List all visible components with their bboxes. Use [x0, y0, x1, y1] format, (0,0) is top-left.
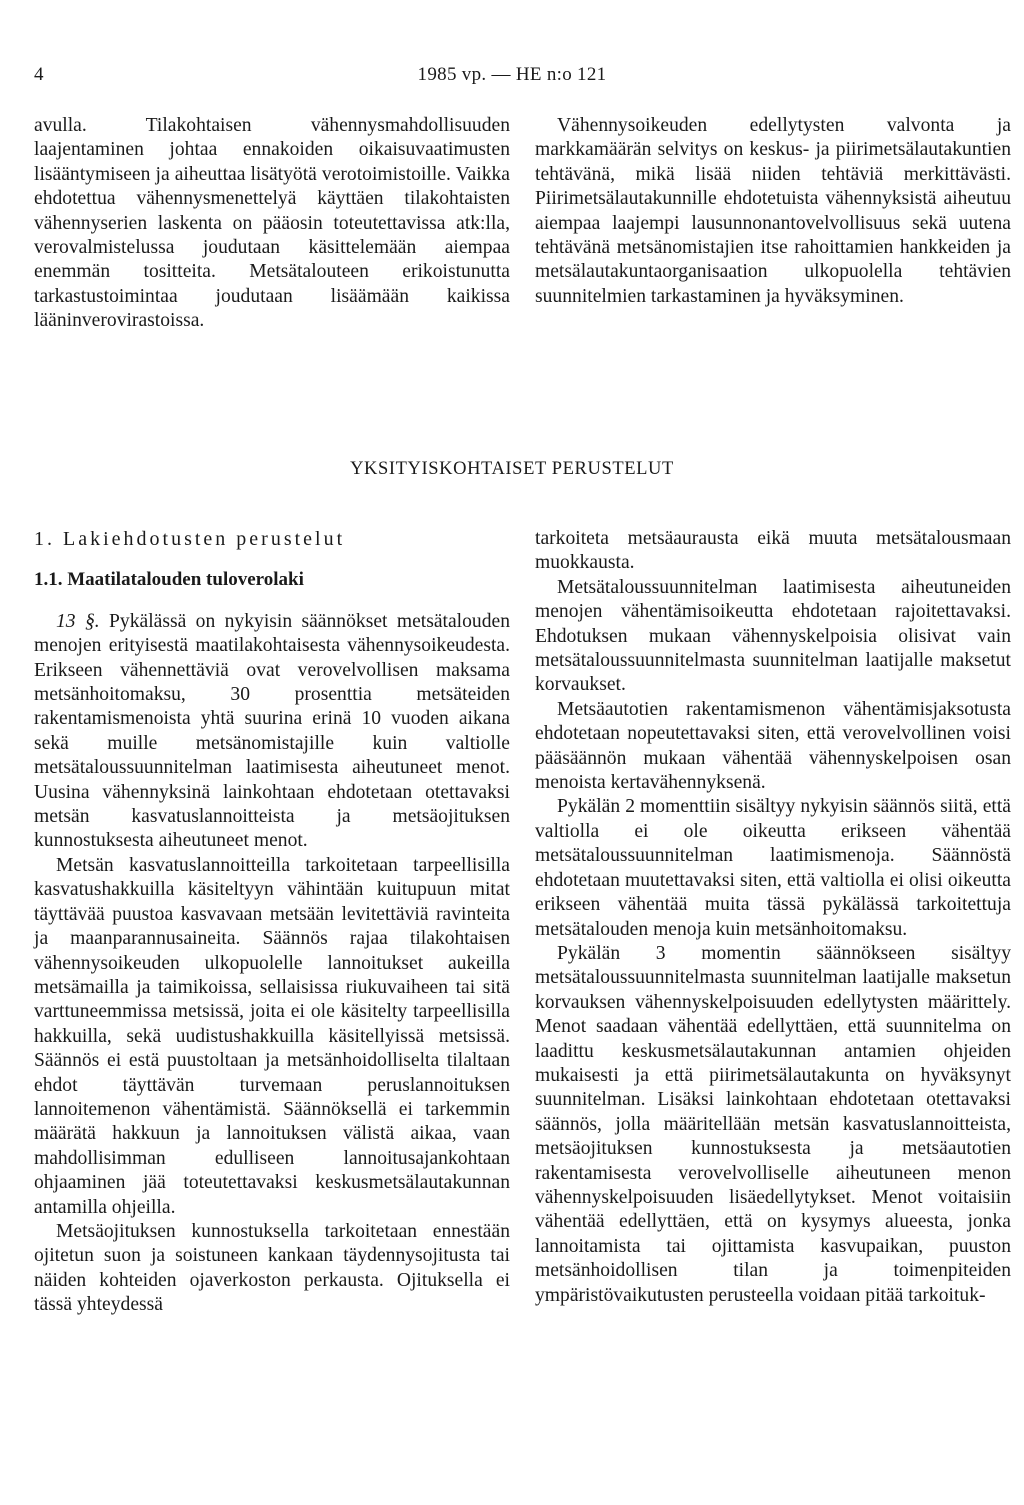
page-number: 4: [34, 64, 44, 85]
body-paragraph: [34, 610, 510, 854]
intro-left-column: [34, 114, 510, 334]
intro-left-paragraph: avulla. Tilakohtaisen vähennysmahdollisuuden laajentaminen johtaa ennakoiden oikaisuvaatimusten lisääntymiseen ja aiheuttaa lisätyötä verotoimistoille. Vaikka ehdotettua vähennysmenettelyä käyttäen tilakohtaisten vähennyserien laskenta on pääosin toteutettavissa atk:lla, verovalmistelussa joudutaan käsittelemään aiempaa enemmän tositteita. Metsätalouteen erikoistunutta tarkastustoimintaa joudutaan lisäämään kaikissa lääninverovirastoissa.: [34, 115, 510, 332]
body-paragraph: Pykälän 2 momenttiin sisältyy nykyisin säännös siitä, että valtiolla ei ole oikeutta erikseen vähentää metsätaloussuunnitelman laatimismenoja. Säännöstä ehdotetaan muutettavaksi siten, että valtiolla ei olisi oikeutta erikseen vähentää muita tässä pykälässä tarkoitettuja metsätalouden menoja kuin metsänhoitomaksu.: [535, 796, 1011, 940]
body-left-column: [34, 527, 510, 1318]
body-paragraph: Metsän kasvatuslannoitteilla tarkoitetaan tarpeellisilla kasvatushakkuilla käsiteltyyn vähintään kuitupuun mitat täyttävää puustoa kasvavaan metsään levitettäviä ravinteita ja maanparannusaineita. Säännös rajaa tilakohtaisen vähennysoikeuden ulkopuolelle lannoitukset aukeilla metsämailla ja taimikoissa, sellaisissa riukuvaiheen tai sitä varttuneemmissa metsissä, joita ei ole käsitelty tarpeellisilla hakkuilla, sekä uudistushakkuilla käsitellyissä metsissä. Säännös ei estä puustoltaan ja metsänhoidolliselta tilaltaan ehdot täyttävän turvemaan peruslannoituksen lannoitemenon vähentämistä. Säännöksellä ei tarkemmin määrätä hakkuun ja lannoituksen välistä aikaa, vaan mahdollisimman edulliseen lannoitusajankohtaan ohjaaminen jää toteutettavaksi keskusmetsälautakunnan antamilla ohjeilla.: [34, 854, 510, 1218]
body-paragraph: Metsäojituksen kunnostuksella tarkoitetaan ennestään ojitetun suon ja soistuneen kankaan täydennysojitusta tai näiden kohteiden ojaverkoston perkausta. Ojituksella ei tässä yhteydessä: [34, 1220, 510, 1316]
body-paragraph: tarkoiteta metsäaurausta eikä muuta metsätalousmaan muokkausta.: [535, 528, 1011, 574]
body-paragraph: Metsätaloussuunnitelman laatimisesta aiheutuneiden menojen vähentämisoikeutta ehdotetaan rajoitettavaksi. Ehdotuksen mukaan vähennyskelpoisia olisivat vain metsätaloussuunnitelmasta suunnitelman laatijalle maksetut korvaukset.: [535, 576, 1011, 696]
running-header: 1985 vp. — HE n:o 121: [417, 64, 607, 85]
chapter-heading: 1. Lakiehdotusten perustelut: [34, 528, 346, 550]
subsection-heading: 1.1. Maatilatalouden tuloverolaki: [34, 569, 304, 591]
intro-right-paragraph: Vähennysoikeuden edellytysten valvonta ja markkamäärän selvitys on keskus- ja piirimetsälautakuntien tehtävänä, mikä lisää niiden tehtäviä merkittävästi. Piirimetsälautakunnille ehdotetuista vähennyksistä aiheutuu aiempaa laajempi lausunnonantovelvollisuus sekä uutena tehtävänä metsänomistajien itse rahoittamien hankkeiden ja metsälautakuntaorganisaation ulkopuolella tehtävien suunnitelmien tarkastaminen ja hyväksyminen.: [535, 115, 1011, 307]
body-paragraph: Pykälän 3 momentin säännökseen sisältyy metsätaloussuunnitelmasta suunnitelman laatijalle maksetun korvauksen vähennyskelpoisuuden edellytysten määrittely. Menot saadaan vähentää edellyttäen, että suunnitelma on laadittu keskusmetsälautakunnan antamien ohjeiden mukaisesti ja että piirimetsälautakunta on hyväksynyt suunnitelman. Lisäksi lainkohtaan ehdotetaan otettavaksi säännös, jolla määritellään metsän kasvatuslannoitteista, metsäojituksen kunnostuksesta ja metsäautotien rakentamisesta verovelvolliselle aiheutuneen menon vähennyskelpoisuuden lisäedellytykset. Menot voitaisiin vähentää edellyttäen, että on kysymys alueesta, jonka lannoitamista tai ojittamista kasvupaikan, puuston metsänhoidollisen tilan ja toimenpiteiden ympäristövaikutusten perusteella voidaan pitää tarkoituk-: [535, 942, 1011, 1306]
intro-right-column: [535, 114, 1011, 309]
section-heading: YKSITYISKOHTAISET PERUSTELUT: [350, 459, 674, 479]
body-paragraph: Metsäautotien rakentamismenon vähentämisjaksotusta ehdotetaan nopeutettavaksi siten, että verovelvollinen voisi pääsäännön mukaan vähentää vähennyskelpoisen osan menoista kertavähennyksenä.: [535, 698, 1011, 794]
paragraph-label: 13 §.: [56, 610, 100, 632]
body-paragraph-text: Pykälässä on nykyisin säännökset metsätalouden menojen erityisestä maatilakohtaisesta vähennysoikeudesta. Erikseen vähennettäviä ovat verovelvollisen maksama metsänhoitomaksu, 30 prosenttia metsäteiden rakentamismenoista yhtä suurina erinä 10 vuoden aikana sekä muille metsänomistajille kuin valtiolle metsätaloussuunnitelman laatimisesta aiheutuneet menot. Uusina vähennyksinä lainkohtaan ehdotetaan otettavaksi metsän kasvatuslannoitteista ja metsäojituksen kunnostuksesta aiheutuneet menot.: [34, 610, 510, 852]
body-right-column: [535, 527, 1011, 1308]
